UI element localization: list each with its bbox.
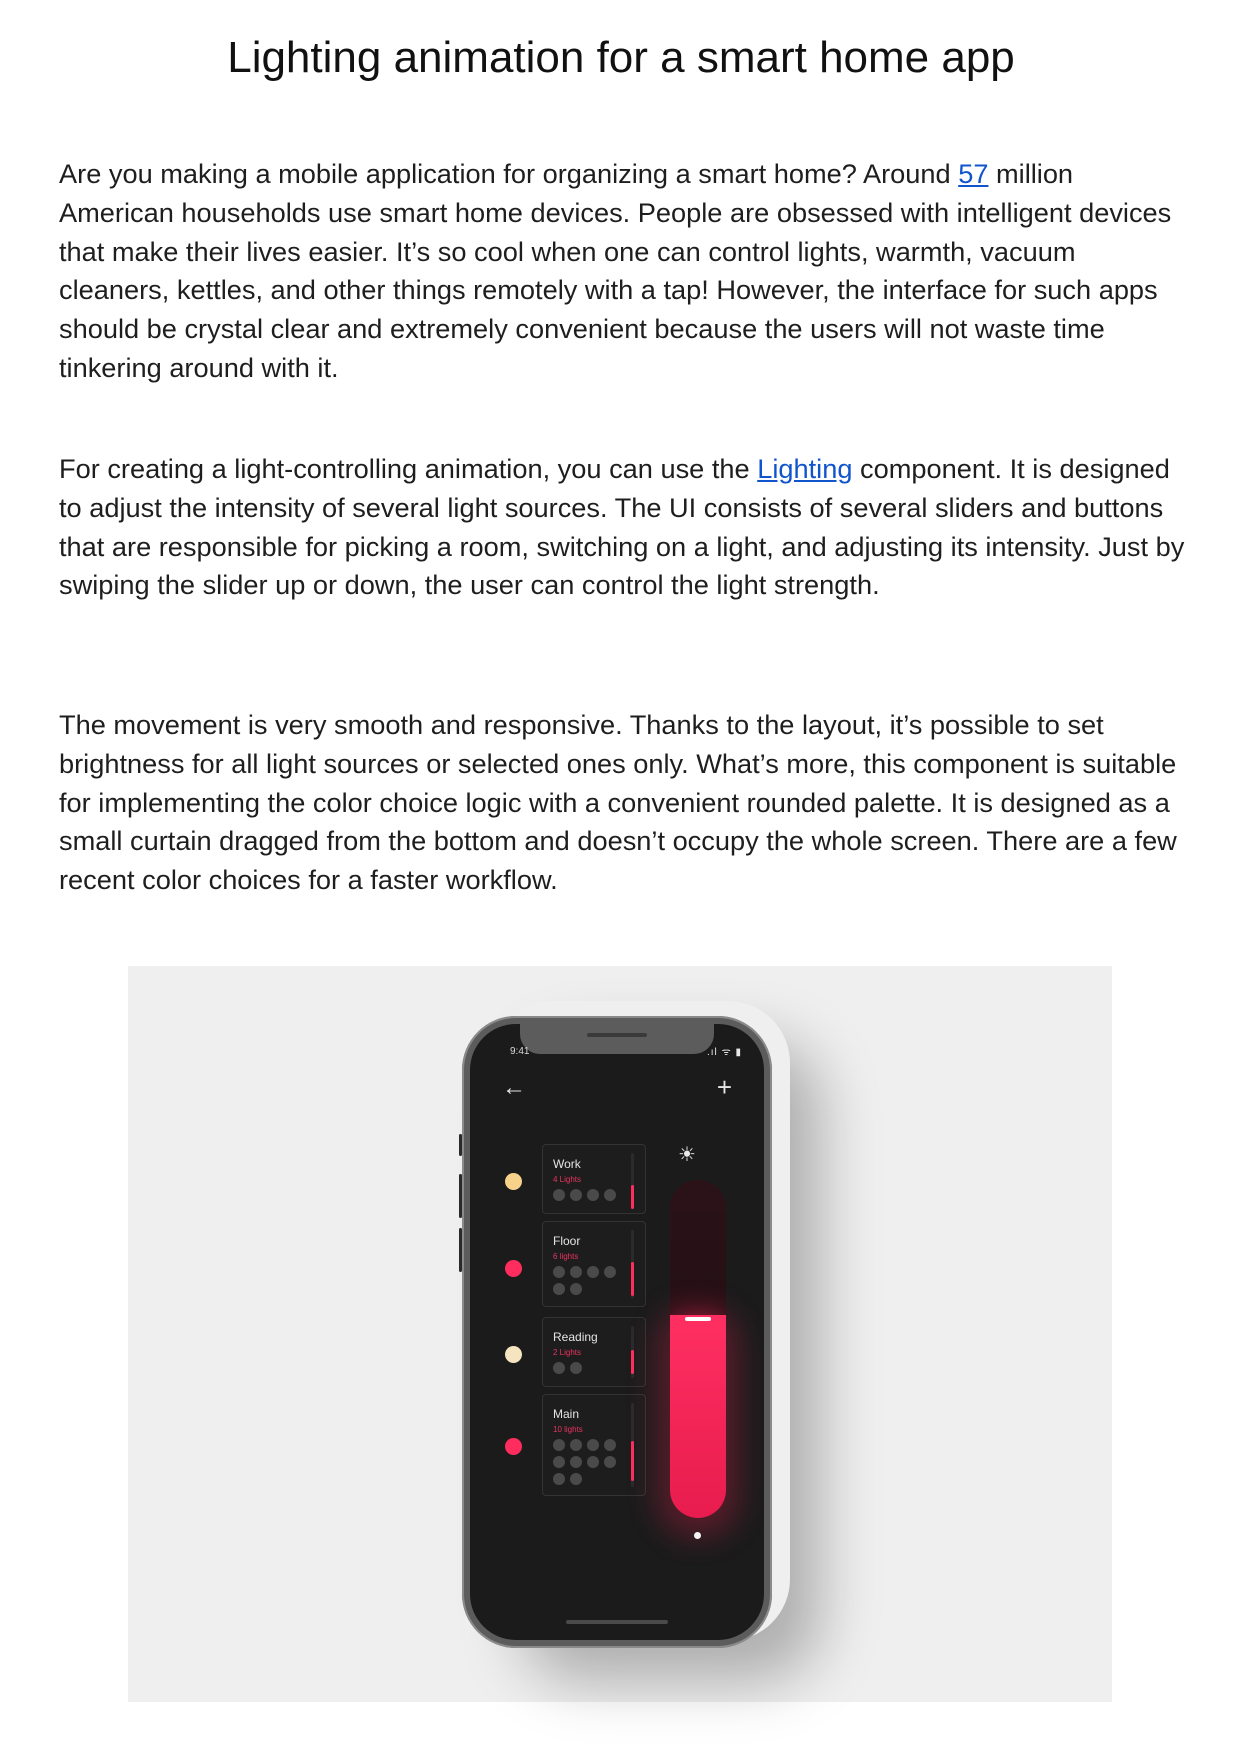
bulb-icon[interactable] <box>553 1283 565 1295</box>
brightness-slider-handle[interactable] <box>685 1317 711 1321</box>
paragraph-intro-text-end: million American households use smart home devices. People are obsessed with intelligent devices that make their lives easier. It’s so cool when one can control lights, warmth, vacuum cleaners, kettles, and other things remotely with a tap! However, the interface for such apps should be crystal clear and extremely convenient because the users will not waste time tinkering around with it. <box>59 158 1172 383</box>
room-name: Floor <box>553 1234 581 1248</box>
room-card[interactable] <box>542 1221 646 1307</box>
wifi-icon: ᯤ <box>721 1047 732 1058</box>
paragraph-intro <box>59 155 1189 388</box>
bulb-icon[interactable] <box>553 1266 565 1278</box>
paragraph-intro-text-start: Are you making a mobile application for organizing a smart home? Around <box>59 158 959 189</box>
mute-switch <box>459 1134 462 1156</box>
paragraph-lighting <box>59 450 1189 605</box>
article-title: Lighting animation for a smart home app <box>227 33 1015 82</box>
arrow-left-icon[interactable]: ← <box>502 1074 526 1101</box>
phone-screen <box>470 1024 764 1640</box>
bulb-icon[interactable] <box>570 1266 582 1278</box>
link-57[interactable]: 57 <box>958 158 989 189</box>
bulb-icon[interactable] <box>570 1362 582 1374</box>
link-lighting[interactable]: Lighting <box>757 453 853 484</box>
room-light-count: 4 Lights <box>553 1175 582 1184</box>
bulb-icon[interactable] <box>553 1362 565 1374</box>
bulb-icon[interactable] <box>553 1189 565 1201</box>
room-light-count: 6 lights <box>553 1252 579 1261</box>
room-name: Reading <box>553 1330 598 1344</box>
volume-up-button <box>459 1174 462 1218</box>
room-level-bar[interactable] <box>631 1441 634 1481</box>
bulb-icon[interactable] <box>604 1456 616 1468</box>
room-level-bar[interactable] <box>631 1350 634 1374</box>
volume-down-button <box>459 1228 462 1272</box>
bulb-icon[interactable] <box>553 1473 565 1485</box>
bulb-icon[interactable] <box>570 1283 582 1295</box>
bulb-group <box>553 1266 617 1295</box>
room-card[interactable] <box>542 1394 646 1496</box>
app-mockup-figure <box>128 966 1112 1702</box>
paragraph-lighting-text-end: component. It is designed to adjust the intensity of several light sources. The UI consists of several sliders and buttons that are responsible for picking a room, switching on a light, and adjusting its intensity. Just by swiping the slider up or down, the user can control the light strength. <box>59 453 1185 601</box>
brightness-slider-fill <box>670 1315 726 1518</box>
status-icons <box>707 1044 742 1058</box>
room-name: Main <box>553 1407 580 1421</box>
room-color-dot[interactable] <box>505 1260 522 1277</box>
bulb-icon[interactable] <box>604 1266 616 1278</box>
bulb-icon[interactable] <box>553 1439 565 1451</box>
room-card[interactable] <box>542 1144 646 1214</box>
signal-icon: .ıl <box>707 1047 718 1058</box>
bulb-icon[interactable] <box>587 1266 599 1278</box>
room-light-count: 10 lights <box>553 1425 583 1434</box>
sun-icon: ☀ <box>678 1144 696 1166</box>
room-level-bar[interactable] <box>631 1262 634 1296</box>
room-color-dot[interactable] <box>505 1438 522 1455</box>
plus-icon[interactable]: + <box>716 1072 732 1102</box>
page-indicator <box>694 1532 701 1539</box>
bulb-icon[interactable] <box>570 1473 582 1485</box>
room-color-dot[interactable] <box>505 1346 522 1363</box>
bulb-group <box>553 1189 617 1201</box>
paragraph-lighting-text-start: For creating a light-controlling animation, you can use the <box>59 453 758 484</box>
bulb-icon[interactable] <box>570 1189 582 1201</box>
room-level-bar[interactable] <box>631 1185 634 1209</box>
status-time: 9:41 <box>510 1046 530 1057</box>
bulb-icon[interactable] <box>553 1456 565 1468</box>
room-color-dot[interactable] <box>505 1173 522 1190</box>
bulb-icon[interactable] <box>570 1456 582 1468</box>
bulb-icon[interactable] <box>604 1439 616 1451</box>
phone-frame <box>462 1016 772 1648</box>
home-indicator <box>566 1620 668 1624</box>
bulb-icon[interactable] <box>587 1439 599 1451</box>
bulb-icon[interactable] <box>587 1189 599 1201</box>
room-name: Work <box>553 1157 581 1171</box>
bulb-group <box>553 1362 617 1374</box>
battery-icon: ▮ <box>735 1047 742 1058</box>
phone-notch <box>520 1024 714 1054</box>
bulb-icon[interactable] <box>570 1439 582 1451</box>
bulb-icon[interactable] <box>587 1456 599 1468</box>
room-card[interactable] <box>542 1317 646 1387</box>
brightness-slider[interactable] <box>670 1180 726 1518</box>
room-light-count: 2 Lights <box>553 1348 582 1357</box>
paragraph-movement: The movement is very smooth and responsive. Thanks to the layout, it’s possible to set brightness for all light sources or selected ones only. What’s more, this component is suitable for implementing the color choice logic with a convenient rounded palette. It is designed as a small curtain dragged from the bottom and doesn’t occupy the whole screen. There are a few recent color choices for a faster workflow. <box>59 709 1177 896</box>
bulb-icon[interactable] <box>604 1189 616 1201</box>
bulb-group <box>553 1439 617 1485</box>
